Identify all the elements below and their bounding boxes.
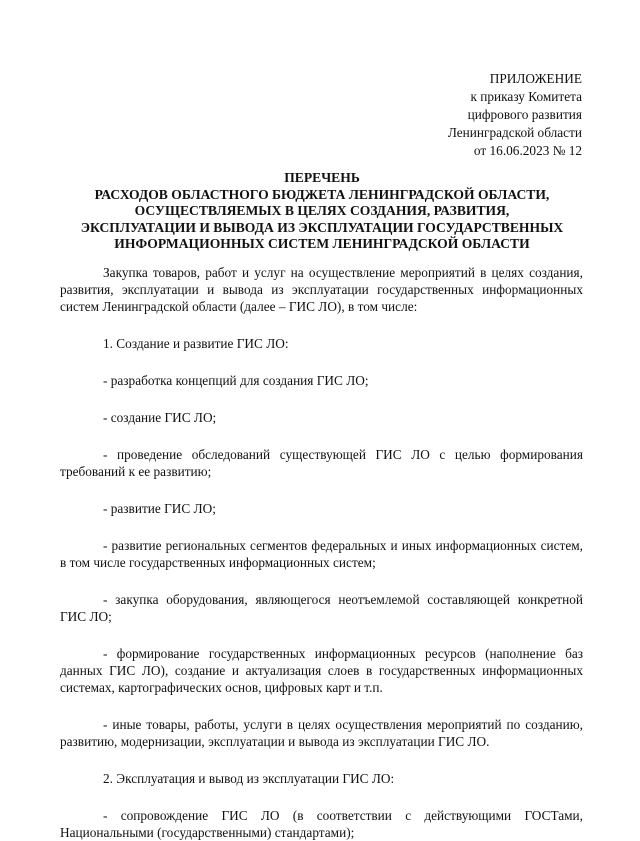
list-item: - разработка концепций для создания ГИС ЛО; <box>103 373 369 388</box>
title-line: ОСУЩЕСТВЛЯЕМЫХ В ЦЕЛЯХ СОЗДАНИЯ, РАЗВИТИЯ, <box>134 203 510 218</box>
document-body <box>60 264 583 841</box>
appendix-line: цифрового развития <box>467 107 582 122</box>
title-line: РАСХОДОВ ОБЛАСТНОГО БЮДЖЕТА ЛЕНИНГРАДСКОЙ ОБЛАСТИ, <box>94 186 550 202</box>
section-heading: 1. Создание и развитие ГИС ЛО: <box>103 336 289 351</box>
appendix-line: Ленинградской области <box>447 125 582 140</box>
title-line: ИНФОРМАЦИОННЫХ СИСТЕМ ЛЕНИНГРАДСКОЙ ОБЛАСТИ <box>114 236 530 251</box>
appendix-line: ПРИЛОЖЕНИЕ <box>489 71 582 86</box>
list-item: - создание ГИС ЛО; <box>103 410 217 425</box>
appendix-header <box>448 70 582 160</box>
appendix-line: к приказу Комитета <box>470 89 582 104</box>
list-item: - формирование государственных информационных ресурсов (наполнение баз данных ГИС ЛО), создание и актуализация слоев в государственных информационных системах, картографических основ, цифровых карт и т.п. <box>60 646 583 695</box>
list-item: - развитие ГИС ЛО; <box>103 501 216 516</box>
title-line: ЭКСПЛУАТАЦИИ И ВЫВОДА ИЗ ЭКСПЛУАТАЦИИ ГОСУДАРСТВЕННЫХ <box>80 219 564 235</box>
intro-paragraph: Закупка товаров, работ и услуг на осуществление мероприятий в целях создания, развития, эксплуатации и вывода из эксплуатации государственных информационных систем Ленинградской области (далее – ГИС ЛО), в том числе: <box>60 265 583 314</box>
list-item: - сопровождение ГИС ЛО (в соответствии с действующими ГОСТами, Национальными (государственными) стандартами); <box>60 808 583 840</box>
appendix-line: от 16.06.2023 № 12 <box>473 143 582 158</box>
list-item: - закупка оборудования, являющегося неотъемлемой составляющей конкретной ГИС ЛО; <box>60 592 583 624</box>
title-line: ПЕРЕЧЕНЬ <box>284 170 360 185</box>
list-item: - развитие региональных сегментов федеральных и иных информационных систем, в том числе государственных информационных систем; <box>60 538 583 570</box>
list-item: - иные товары, работы, услуги в целях осуществления мероприятий по созданию, развитию, модернизации, эксплуатации и вывода из эксплуатации ГИС ЛО. <box>60 717 583 749</box>
list-item: - проведение обследований существующей ГИС ЛО с целью формирования требований к ее развитию; <box>60 447 583 479</box>
document-title <box>60 170 584 253</box>
section-heading: 2. Эксплуатация и вывод из эксплуатации ГИС ЛО: <box>103 771 395 786</box>
